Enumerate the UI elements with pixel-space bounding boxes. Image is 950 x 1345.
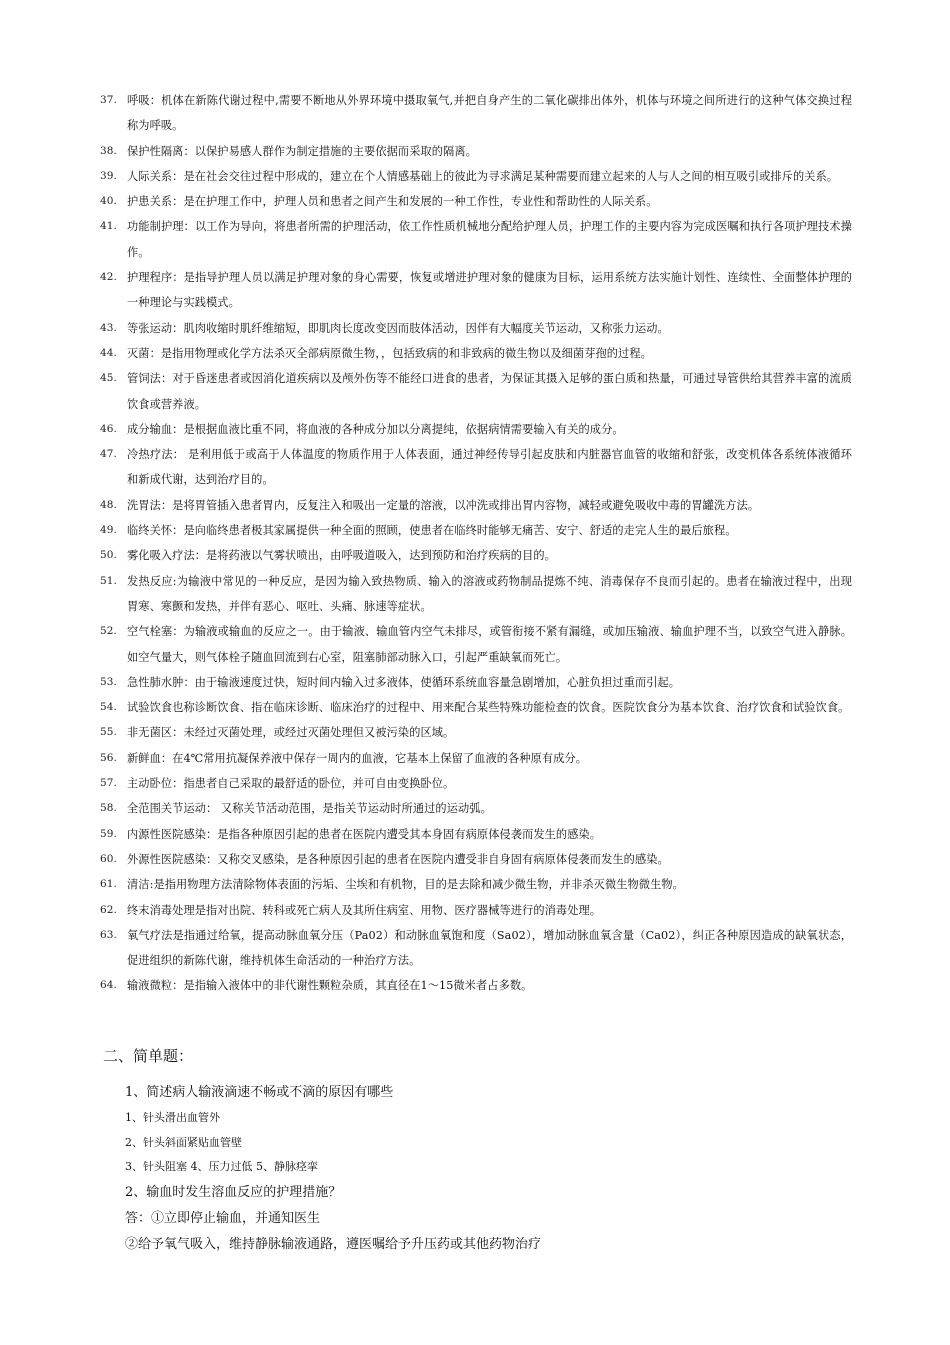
definition-number: 64. [100,979,117,992]
definition-number: 46. [100,422,117,435]
definition-text: 等张运动：肌肉收缩时肌纤维缩短，即肌肉长度改变因而肢体活动，因伴有大幅度关节运动，又称张力运动。 [127,321,669,335]
definition-number: 37. [100,94,117,106]
definition-item [100,771,852,796]
section-heading: 二、简单题： [103,1047,194,1065]
definition-number: 38. [100,144,117,157]
answer-line: ②给予氧气吸入，维持静脉输液通路，遵医嘱给予升压药或其他药物治疗 [125,1236,542,1252]
definition-item [100,442,852,493]
definition-text: 急性肺水肿：由于输液速度过快，短时间内输入过多液体，使循环系统血容量急剧增加，心脏负担过重而引起。 [127,675,681,689]
definition-text: 人际关系：是在社会交往过程中形成的，建立在个人情感基础上的彼此为寻求满足某种需要而建立起来的人与人之间的相互吸引或排斥的关系。 [127,169,839,183]
definition-item [100,720,852,745]
short-answer-section [125,1080,825,1258]
definition-item [100,973,852,998]
definition-number: 55. [100,726,117,739]
definition-text: 保护性隔离：以保护易感人群作为制定措施的主要依据而采取的隔离。 [127,144,477,158]
definition-item [100,746,852,771]
definition-item [100,341,852,366]
definition-list [100,88,852,999]
definition-text: 发热反应:为输液中常见的一种反应，是因为输入致热物质、输入的溶液或药物制品提炼不纯、消毒保存不良而引起的。患者在输液过程中，出现胃寒、寒颤和发热，并伴有恶心、呕吐、头痛、脉速等症状。 [127,574,852,613]
definition-number: 52. [100,625,117,638]
definition-number: 62. [100,903,117,916]
definition-item [100,139,852,164]
definition-text: 临终关怀：是向临终患者极其家属提供一种全面的照顾，使患者在临终时能够无痛苦、安宁、舒适的走完人生的最后旅程。 [127,524,737,538]
definition-number: 47. [100,448,117,461]
definition-text: 非无菌区：未经过灭菌处理，或经过灭菌处理但又被污染的区域。 [127,726,455,740]
definition-text: 护理程序：是指导护理人员以满足护理对象的身心需要，恢复或增进护理对象的健康为目标，运用系统方法实施计划性、连续性、全面整体护理的一种理论与实践模式。 [127,271,852,310]
definition-number: 63. [100,928,117,941]
definition-text: 主动卧位：指患者自己采取的最舒适的卧位，并可自由变换卧位。 [127,777,455,791]
definition-item [100,366,852,417]
definition-number: 51. [100,574,117,587]
definition-item [100,518,852,543]
definition-number: 48. [100,498,117,511]
definition-text: 全范围关节运动： 又称关节活动范围，是指关节运动时所通过的运动弧。 [127,802,492,816]
definition-number: 61. [100,878,117,891]
definition-number: 53. [100,675,117,688]
definition-number: 45. [100,372,117,385]
definition-number: 49. [100,524,117,537]
definition-text: 外源性医院感染：又称交叉感染，是各种原因引起的患者在医院内遭受非自身固有病原体侵袭而发生的感染。 [127,852,669,866]
definition-item [100,189,852,214]
definition-text: 氧气疗法是指通过给氧，提高动脉血氧分压（Pa02）和动脉血氧饱和度（Sa02），增加动脉血氧含量（Ca02），纠正各种原因造成的缺氧状态，促进组织的新陈代谢，维持机体生命活动的一种治疗方法。 [127,928,852,968]
question-2: 2、输血时发生溶血反应的护理措施？ [125,1184,342,1200]
definition-text: 冷热疗法： 是利用低于或高于人体温度的物质作用于人体表面，通过神经传导引起皮肤和内脏器官血管的收缩和舒张，改变机体各系统体液循环和新成代谢，达到治疗目的。 [127,448,852,487]
definition-item [100,695,852,720]
definition-item [100,822,852,847]
definition-text: 清洁:是指用物理方法清除物体表面的污垢、尘埃和有机物，目的是去除和减少微生物，并非杀灭微生物微生物。 [127,878,684,892]
definition-item [100,543,852,568]
definition-number: 54. [100,701,117,714]
definition-text: 洗胃法：是将胃管插入患者胃内，反复注入和吸出一定量的溶液，以冲洗或排出胃内容物，减轻或避免吸收中毒的胃罐洗方法。 [127,498,760,512]
answer-line: 答：①立即停止输血，并通知医生 [125,1210,321,1226]
definition-text: 管饲法：对于昏迷患者或因消化道疾病以及颅外伤等不能经口进食的患者，为保证其摄入足够的蛋白质和热量，可通过导管供给其营养丰富的流质饮食或营养液。 [127,372,852,411]
definition-text: 输液微粒：是指输入液体中的非代谢性颗粒杂质，其直径在1～15微米者占多数。 [127,979,533,993]
definition-item [100,493,852,518]
question-1: 1、简述病人输液滴速不畅或不滴的原因有哪些 [125,1085,394,1100]
definition-text: 呼吸：机体在新陈代谢过程中,需要不断地从外界环境中摄取氧气,并把自身产生的二氧化碳排出体外，机体与环境之间所进行的这种气体交换过程称为呼吸。 [127,94,852,133]
definition-item [100,847,852,872]
definition-text: 灭菌：是指用物理或化学方法杀灭全部病原微生物，，包括致病的和非致病的微生物以及细菌芽孢的过程。 [127,346,652,360]
definition-text: 成分输血：是根据血液比重不同，将血液的各种成分加以分离提纯，依据病情需要输入有关的成分。 [127,422,624,436]
definition-number: 59. [100,827,117,840]
definition-item [100,265,852,316]
definition-item [100,417,852,442]
definition-text: 试验饮食也称诊断饮食、指在临床诊断、临床治疗的过程中、用来配合某些特殊功能检查的饮食。医院饮食分为基本饮食、治疗饮食和试验饮食。 [127,701,850,715]
definition-item [100,619,852,670]
definition-number: 43. [100,321,117,334]
definition-number: 58. [100,802,117,815]
answer-line: 2、针头斜面紧贴血管壁 [125,1135,242,1149]
answer-line: 3、针头阻塞 4、压力过低 5、静脉痉挛 [125,1160,318,1173]
definition-item [100,923,852,974]
definition-item [100,214,852,265]
definition-text: 雾化吸入疗法：是将药液以气雾状喷出，由呼吸道吸入，达到预防和治疗疾病的目的。 [127,549,556,563]
answer-line: 1、针头滑出血管外 [125,1111,220,1124]
definition-number: 40. [100,195,117,208]
definition-number: 42. [100,271,117,284]
definition-text: 护患关系：是在护理工作中，护理人员和患者之间产生和发展的一种工作性，专业性和帮助性的人际关系。 [127,195,658,209]
definition-number: 41. [100,220,117,233]
definition-item [100,898,852,923]
definition-text: 空气栓塞：为输液或输血的反应之一。由于输液、输血管内空气未排尽，或管衔接不紧有漏缝，或加压输液、输血护理不当，以致空气进入静脉。如空气量大，则气体栓子随血回流到右心室，阻塞肺部动脉入口，引起严重缺氧而死亡。 [127,625,852,664]
definition-item [100,670,852,695]
definition-text: 内源性医院感染：是指各种原因引起的患者在医院内遭受其本身固有病原体侵袭而发生的感染。 [127,827,602,841]
definition-item [100,569,852,620]
definition-number: 39. [100,169,117,182]
definition-text: 终末消毒处理是指对出院、转科或死亡病人及其所住病室、用物、医疗器械等进行的消毒处理。 [127,903,602,917]
definition-item [100,796,852,821]
definition-number: 57. [100,777,117,790]
definition-number: 50. [100,549,117,562]
definition-number: 60. [100,852,117,865]
definition-item [100,164,852,189]
definition-item [100,316,852,341]
definition-text: 功能制护理：以工作为导向，将患者所需的护理活动，依工作性质机械地分配给护理人员，护理工作的主要内容为完成医嘱和执行各项护理技术操作。 [127,220,852,259]
definition-item [100,872,852,897]
definition-item [100,88,852,139]
definition-number: 44. [100,346,117,359]
definition-text: 新鲜血：在4℃常用抗凝保养液中保存一周内的血液，它基本上保留了血液的各种原有成分。 [127,751,588,765]
definition-number: 56. [100,751,117,764]
